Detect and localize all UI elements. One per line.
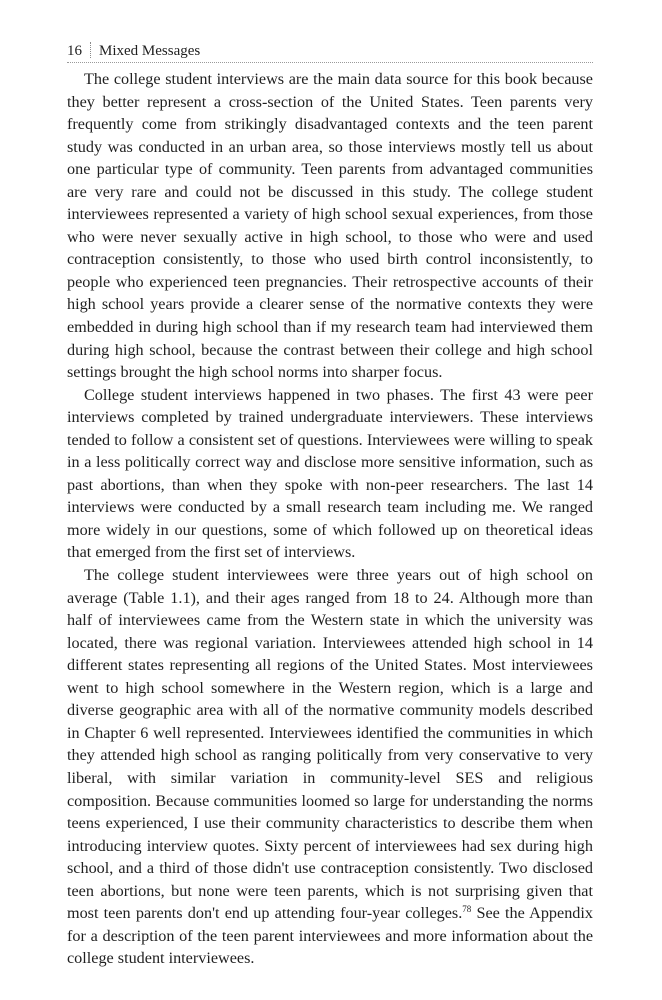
- running-head: [67, 41, 593, 63]
- footnote-reference[interactable]: 78: [462, 904, 472, 915]
- paragraph: [67, 564, 593, 970]
- paragraph-text: See the Appendix for a description of the teen parent interviewees and more information about the college student interviewees.: [67, 904, 593, 968]
- paragraph-text: The college student interviewees were three years out of high school on average (Table 1.1), and their ages ranged from 18 to 24. Although more than half of interviewees came from the Western state in which the university was located, there was regional variation. Interviewees attended high school in 14 different states representing all regions of the United States. Most interviewees went to high school somewhere in the Western region, which is a large and diverse geographic area with all of the normative community models described in Chapter 6 well represented. Interviewees identified the communities in which they attended high school as ranging politically from very conservative to very liberal, with similar variation in community-level SES and religious composition. Because communities loomed so large for understanding the norms teens experienced, I use their community characteristics to describe them when introducing interview quotes. Sixty percent of interviewees had sex during high school, and a third of those didn't use contraception consistently. Two disclosed teen abortions, but none were teen parents, which is not surprising given that most teen parents don't end up attending four-year colleges.: [67, 566, 593, 923]
- page-number: 16: [67, 43, 82, 59]
- paragraph: College student interviews happened in two phases. The first 43 were peer interviews completed by trained undergraduate interviewers. These interviews tended to follow a consistent set of questions. Interviewees were willing to speak in a less politically correct way and disclose more sensitive information, such as past abortions, than when they spoke with non-peer researchers. The last 14 interviews were conducted by a small research team including me. We ranged more widely in our questions, some of which followed up on theoretical ideas that emerged from the first set of interviews.: [67, 385, 593, 562]
- running-title: Mixed Messages: [99, 43, 201, 59]
- paragraph: The college student interviews are the main data source for this book because they better represent a cross-section of the United States. Teen parents very frequently come from strikingly disadvantaged contexts and the teen parent study was conducted in an urban area, so those interviews mostly tell us about one particular type of community. Teen parents from advantaged communities are very rare and could not be discussed in this study. The college student interviewees represented a variety of high school sexual experiences, from those who were never sexually active in high school, to those who were and used contraception consistently, to those who used birth control inconsistently, to people who experienced teen pregnancies. Their retrospective accounts of their high school years provide a clearer sense of the normative contexts they were embedded in during high school than if my research team had interviewed them during high school, because the contrast between their college and high school settings brought the high school norms into sharper focus.: [67, 70, 593, 382]
- header-divider: [90, 42, 92, 58]
- body-text: [67, 68, 593, 970]
